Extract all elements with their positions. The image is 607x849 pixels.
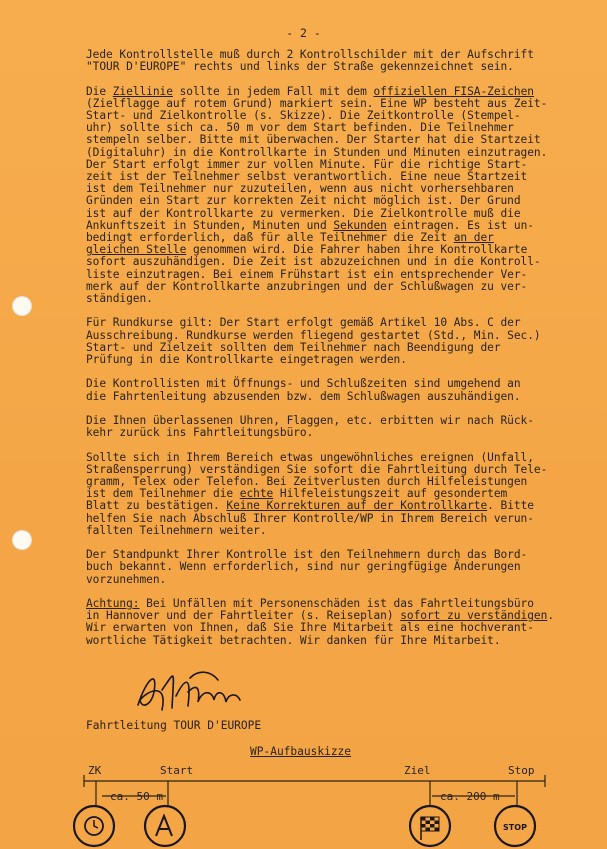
text-segment: Die <box>86 84 113 98</box>
punch-hole <box>12 296 32 316</box>
stop-sign-text: STOP <box>503 823 527 832</box>
text-line <box>86 574 606 586</box>
text-segment: ist auf der Kontrollkarte zu vermerken. Die Zielkontrolle muß die <box>86 206 521 220</box>
underlined-text: an der <box>453 231 494 245</box>
text-line <box>86 635 606 647</box>
text-segment: merk auf der Kontrollkarte anzubringen und der Schlußwagen zu ver- <box>86 279 528 293</box>
text-segment: ständigen. <box>86 292 153 306</box>
text-segment: "TOUR D'EUROPE" rechts und links der Straße gekennzeichnet sein. <box>86 60 514 74</box>
letter-body <box>86 49 606 659</box>
start-sign-icon <box>145 806 185 846</box>
text-segment: Wir erwarten von Ihnen, daß Sie Ihre Mitarbeit als eine hochverant- <box>86 621 534 635</box>
text-segment: Ausschreibung. Rundkurse werden fliegend gestartet (Std., Min. Sec.) <box>86 328 541 342</box>
text-segment: stempeln selber. Bitte mit überwachen. Der Starter hat die Startzeit <box>86 133 541 147</box>
text-segment: Sollte sich in Ihrem Bereich etwas ungewöhnliches ereignen (Unfall, <box>86 450 534 464</box>
text-segment: Straßensperrung) verständigen Sie sofort die Fahrtleitung durch Tele- <box>86 462 548 476</box>
paragraph <box>86 378 606 402</box>
paragraph <box>86 317 606 366</box>
text-segment: buch bekannt. Wenn erforderlich, sind nur geringfügige Änderungen <box>86 560 521 574</box>
text-line <box>86 427 606 439</box>
text-line <box>86 281 606 293</box>
text-segment: wortliche Tätigkeit betrachten. Wir danken für Ihre Mitarbeit. <box>86 633 501 647</box>
underlined-text: echte <box>239 487 274 501</box>
text-segment: sollte in jedem Fall mit dem <box>172 84 374 98</box>
text-line <box>86 61 606 73</box>
paragraph <box>86 415 606 439</box>
text-segment: gramm, Telex oder Telefon. Bei Zeitverlusten durch Hilfeleistungen <box>86 475 528 489</box>
punch-hole <box>12 530 32 550</box>
text-segment: Der Standpunkt Ihrer Kontrolle ist den Teilnehmern durch das Bord- <box>86 548 528 562</box>
text-segment: Blatt zu bestätigen. <box>86 499 227 513</box>
text-segment: eintragen. Es ist un- <box>386 218 534 232</box>
text-segment: Jede Kontrollstelle muß durch 2 Kontrollschilder mit der Aufschrift <box>86 48 534 61</box>
text-segment: ist dem Teilnehmer die <box>86 487 240 501</box>
text-segment: vorzunehmen. <box>86 572 167 586</box>
text-segment: Für Rundkurse gilt: Der Start erfolgt gemäß Artikel 10 Abs. C der <box>86 316 521 330</box>
text-segment: Die Kontrollisten mit Öffnungs- und Schlußzeiten sind umgehend an <box>86 377 521 391</box>
text-segment: (Zielflagge auf rotem Grund) markiert sein. Eine WP besteht aus Zeit- <box>86 96 548 110</box>
paragraph <box>86 86 606 306</box>
text-segment: zeit ist der Teilnehmer selbst verantwortlich. Eine neue Startzeit <box>86 170 528 184</box>
underlined-text: gleichen Stelle <box>86 243 187 257</box>
clock-sign-icon <box>74 806 114 846</box>
page-number: - 2 - <box>286 26 321 40</box>
stop-sign-icon <box>495 806 535 846</box>
text-segment: Start- und Zielzeit sollten dem Teilnehmer nach Beendigung der <box>86 340 501 354</box>
text-segment: Hilfeleistungszeit auf gesondertem <box>273 487 508 501</box>
paragraph <box>86 49 606 73</box>
underlined-text: sofort zu verständigen <box>400 609 548 623</box>
text-segment: in Hannover und der Fahrtleiter (s. Reiseplan) <box>86 609 401 623</box>
text-segment: fallten Teilnehmern weiter. <box>86 523 267 537</box>
text-segment: genommen wird. Die Fahrer haben ihre Kontrollkarte <box>186 243 528 257</box>
text-segment: bedingt erforderlich, daß für alle Teilnehmer die Zeit <box>86 231 454 245</box>
text-segment: Der Start erfolgt immer zur vollen Minute. Für die richtige Start- <box>86 157 528 171</box>
distance-second: ca. 200 m <box>440 790 500 803</box>
underlined-text: Sekunden <box>333 218 387 232</box>
text-segment: Die Ihnen überlassenen Uhren, Flaggen, etc. erbitten wir nach Rück- <box>86 414 534 428</box>
text-segment: die Fahrtenleitung abzusenden bzw. dem Schlußwagen auszuhändigen. <box>86 389 521 403</box>
text-segment: Start- und Zielkontrolle (s. Skizze). Die Zeitkontrolle (Stempel- <box>86 109 521 122</box>
underlined-text: offiziellen FISA-Zeichen <box>373 84 534 98</box>
text-segment: Bei Unfällen mit Personenschäden ist das Fahrtleitungsbüro <box>139 597 534 611</box>
text-segment: . Bitte <box>487 499 534 513</box>
label-ziel: Ziel <box>404 764 431 777</box>
text-segment: (Digitaluhr) in die Kontrollkarte in Stunden und Minuten einzutragen. <box>86 145 548 159</box>
text-line <box>86 293 606 305</box>
text-line <box>86 525 606 537</box>
text-segment: . <box>547 609 554 623</box>
text-line <box>86 354 606 366</box>
label-zk: ZK <box>88 764 102 777</box>
text-segment: helfen Sie nach Abschluß Ihrer Kontrolle/WP in Ihrem Bereich verun- <box>86 511 534 525</box>
paragraph <box>86 452 606 537</box>
text-segment: kehr zurück ins Fahrtleitungsbüro. <box>86 426 314 440</box>
label-start: Start <box>160 764 194 777</box>
text-segment: ist dem Teilnehmer nur zuzuteilen, wenn aus nicht vorhersehbaren <box>86 182 514 196</box>
text-segment: uhr) sollte sich ca. 50 m vor dem Start befinden. Die Teilnehmer <box>86 121 514 135</box>
paragraph <box>86 598 606 647</box>
text-segment: Prüfung in die Kontrollkarte eingetragen werden. <box>86 353 407 367</box>
underlined-text: Achtung: <box>86 597 140 611</box>
paragraph <box>86 549 606 586</box>
text-line <box>86 391 606 403</box>
closing-signature-line: Fahrtleitung TOUR D'EUROPE <box>86 719 262 732</box>
label-stop: Stop <box>508 764 535 777</box>
text-segment: sofort auszuhändigen. Die Zeit ist abzuzeichnen und in die Kontroll- <box>86 255 541 269</box>
text-segment: liste einzutragen. Bei einem Frühstart ist ein entsprechender Ver- <box>86 267 528 281</box>
distance-first: ca. 50 m <box>110 790 163 803</box>
wp-layout-sketch <box>0 760 607 849</box>
text-segment: Gründen ein Start zur korrekten Zeit nicht möglich ist. Der Grund <box>86 194 521 208</box>
text-segment: Ankunftszeit in Stunden, Minuten und <box>86 218 334 232</box>
handwritten-signature <box>128 660 268 720</box>
underlined-text: Keine Korrekturen auf der Kontrollkarte <box>226 499 488 513</box>
finish-flag-sign-icon <box>410 806 450 846</box>
sketch-title: WP-Aufbauskizze <box>250 745 352 758</box>
underlined-text: Ziellinie <box>112 84 173 98</box>
